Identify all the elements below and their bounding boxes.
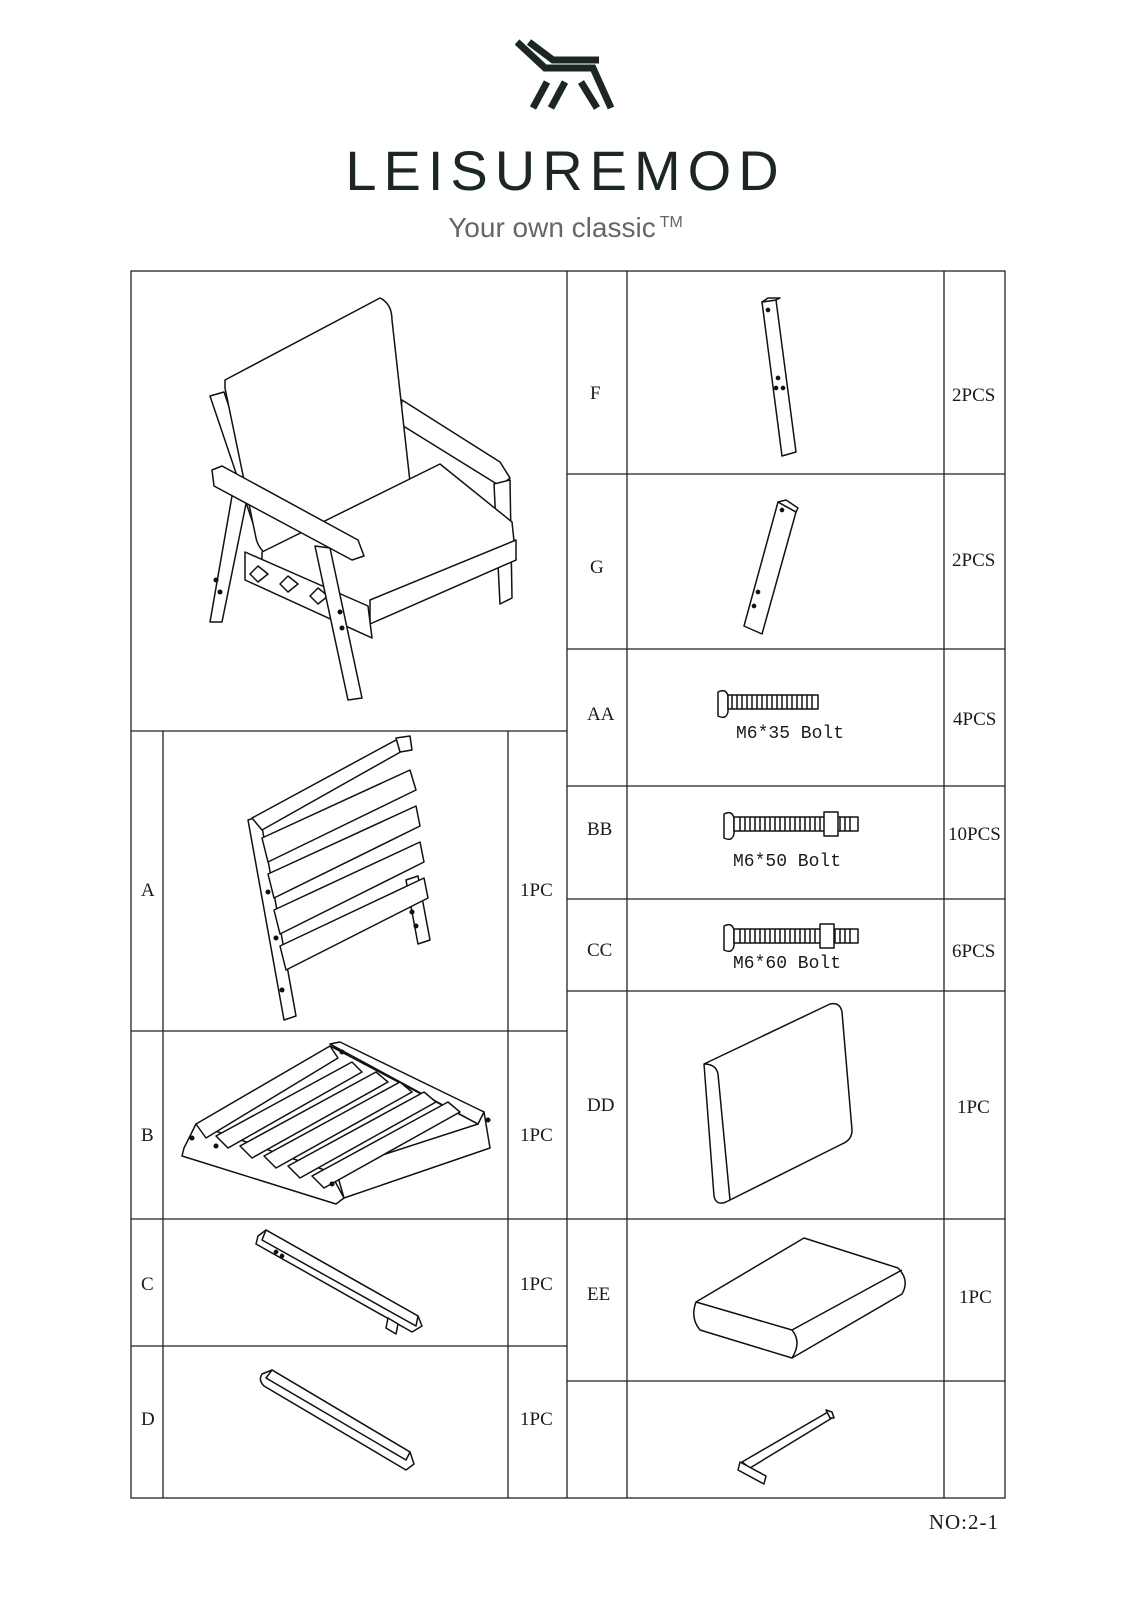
assembled-chair-icon bbox=[210, 298, 516, 700]
part-qty-f: 2PCS bbox=[952, 385, 996, 406]
bolt-icon bbox=[718, 691, 818, 718]
bolt-caption-bb: M6*50 Bolt bbox=[733, 852, 842, 872]
back-frame-icon bbox=[248, 736, 430, 1020]
part-qty-g: 2PCS bbox=[952, 550, 996, 571]
bolt-nut-icon bbox=[724, 812, 858, 839]
part-qty-b: 1PC bbox=[520, 1125, 553, 1146]
part-qty-cc: 6PCS bbox=[952, 941, 996, 962]
part-code-b: B bbox=[141, 1125, 154, 1146]
part-qty-a: 1PC bbox=[520, 880, 553, 901]
part-qty-ee: 1PC bbox=[959, 1287, 992, 1308]
leg-f-icon bbox=[762, 298, 796, 456]
part-qty-aa: 4PCS bbox=[953, 709, 997, 730]
tagline-text: Your own classic bbox=[448, 212, 656, 243]
leg-g-icon bbox=[744, 500, 798, 634]
part-code-c: C bbox=[141, 1274, 154, 1295]
part-code-aa: AA bbox=[587, 704, 615, 725]
seat-cushion-icon bbox=[694, 1238, 905, 1358]
part-qty-bb: 10PCS bbox=[948, 824, 1001, 845]
part-code-bb: BB bbox=[587, 819, 613, 840]
part-code-ee: EE bbox=[587, 1284, 611, 1305]
part-code-g: G bbox=[590, 557, 604, 578]
allen-key-icon bbox=[738, 1410, 834, 1484]
brand-name: LEISUREMOD bbox=[345, 139, 786, 202]
part-code-f: F bbox=[590, 383, 601, 404]
part-code-d: D bbox=[141, 1409, 155, 1430]
armrest-d-icon bbox=[260, 1370, 414, 1470]
armrest-c-icon bbox=[256, 1230, 422, 1334]
part-code-dd: DD bbox=[587, 1095, 615, 1116]
back-cushion-icon bbox=[704, 1004, 852, 1203]
part-qty-dd: 1PC bbox=[957, 1097, 990, 1118]
bolt-nut-icon bbox=[724, 924, 858, 951]
part-code-cc: CC bbox=[587, 940, 613, 961]
bolt-caption-aa: M6*35 Bolt bbox=[736, 724, 845, 744]
seat-frame-icon bbox=[182, 1042, 490, 1204]
bolt-caption-cc: M6*60 Bolt bbox=[733, 954, 842, 974]
trademark: TM bbox=[659, 214, 683, 231]
part-qty-d: 1PC bbox=[520, 1409, 553, 1430]
part-qty-c: 1PC bbox=[520, 1274, 553, 1295]
part-code-a: A bbox=[141, 880, 155, 901]
page-number: NO:2-1 bbox=[928, 1510, 999, 1534]
